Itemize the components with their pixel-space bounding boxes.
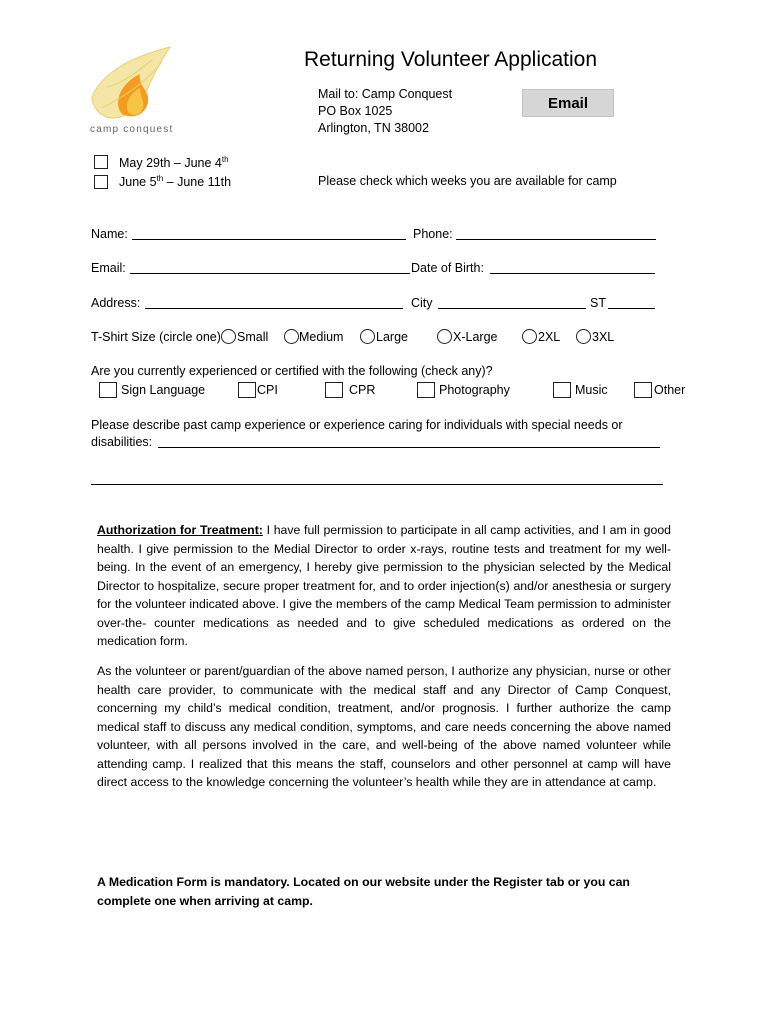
city-label: City — [411, 296, 433, 310]
week2-label: June 5th – June 11th — [119, 174, 232, 190]
size-medium-radio[interactable] — [284, 329, 299, 344]
music-checkbox[interactable] — [553, 382, 571, 398]
tshirt-label: T-Shirt Size (circle one) — [91, 330, 221, 344]
size-xlarge-radio[interactable] — [437, 329, 452, 344]
po-box-line: PO Box 1025 — [318, 104, 393, 118]
experience-question: Are you currently experienced or certified with the following (check any)? — [91, 364, 493, 378]
phone-label: Phone: — [413, 227, 453, 241]
size-2xl-radio[interactable] — [522, 329, 537, 344]
other-checkbox[interactable] — [634, 382, 652, 398]
authorization-paragraph: Authorization for Treatment: I have full permission to participate in all camp activities, and I am in good health. I give permission to the Medial Director to order x-rays, routine tests and treatment for my well-being. In the event of an emergency, I hereby give permission to the physician selected by the Medical Director to hospitalize, secure proper treatment for, and to order injection(s) and/or anesthesia or surgery for the volunteer indicated above. I give the members of the camp Medical Team permission to administer over-the- counter medications as needed and to give scheduled medications as ordered on the medication form. — [97, 523, 672, 648]
week1-checkbox[interactable] — [94, 155, 108, 169]
sign-language-checkbox[interactable] — [99, 382, 117, 398]
size-small-radio[interactable] — [221, 329, 236, 344]
city-input-line[interactable] — [438, 296, 586, 309]
phone-input-line[interactable] — [456, 227, 656, 240]
state-input-line[interactable] — [608, 296, 655, 309]
logo-name: camp conquest — [90, 124, 174, 135]
past-experience-line-1[interactable] — [158, 435, 660, 448]
guardian-paragraph: As the volunteer or parent/guardian of the above named person, I authorize any physician, nurse or other health care provider, to communicate with the medical staff and any Director of Camp Conquest, concerning my child’s medical condition, treatment, and/or prognosis. I further authorize the camp medical staff to discuss any medical condition, symptoms, and care needs concerning the above named volunteer, with all persons involved in the care, and well-being of the above named volunteer while attending camp. I realized that this means the staff, counselors and other personnel at camp will have direct access to the knowledge concerning the volunteer’s health while they are in attendance at camp. — [97, 664, 671, 789]
page-title: Returning Volunteer Application — [304, 48, 598, 71]
other-label: Other — [654, 383, 686, 397]
size-small-label: Small — [237, 330, 269, 344]
size-3xl-radio[interactable] — [576, 329, 591, 344]
dob-label: Date of Birth: — [411, 261, 484, 275]
sign-language-label: Sign Language — [121, 383, 206, 397]
size-large-label: Large — [376, 330, 408, 344]
flame-logo-icon — [82, 42, 192, 127]
size-3xl-label: 3XL — [592, 330, 615, 344]
photography-label: Photography — [439, 383, 510, 397]
past-experience-line-2[interactable] — [91, 472, 663, 485]
cpi-checkbox[interactable] — [238, 382, 256, 398]
authorization-heading: Authorization for Treatment: — [97, 523, 263, 537]
past-experience-prompt: Please describe past camp experience or experience caring for individuals with special needs or — [91, 418, 623, 432]
cpr-checkbox[interactable] — [325, 382, 343, 398]
cpi-label: CPI — [257, 383, 278, 397]
medication-notice: A Medication Form is mandatory. Located on our website under the Register tab or you can complete one when arriving at camp. — [97, 875, 630, 908]
mail-to-line: Mail to: Camp Conquest — [318, 87, 453, 101]
disabilities-label: disabilities: — [91, 435, 153, 449]
size-xlarge-label: X-Large — [453, 330, 498, 344]
dob-input-line[interactable] — [490, 261, 655, 274]
size-medium-label: Medium — [299, 330, 344, 344]
state-label: ST — [590, 296, 606, 310]
email-button[interactable]: Email — [522, 89, 614, 117]
week1-label: May 29th – June 4th — [119, 155, 229, 171]
email-label: Email: — [91, 261, 126, 275]
email-input-line[interactable] — [130, 261, 410, 274]
size-2xl-label: 2XL — [538, 330, 561, 344]
address-input-line[interactable] — [145, 296, 403, 309]
cpr-label: CPR — [349, 383, 376, 397]
address-label: Address: — [91, 296, 141, 310]
music-label: Music — [575, 383, 608, 397]
city-state-line: Arlington, TN 38002 — [318, 121, 429, 135]
name-label: Name: — [91, 227, 128, 241]
photography-checkbox[interactable] — [417, 382, 435, 398]
week2-checkbox[interactable] — [94, 175, 108, 189]
size-large-radio[interactable] — [360, 329, 375, 344]
weeks-instruction: Please check which weeks you are available for camp — [318, 174, 617, 188]
name-input-line[interactable] — [132, 227, 406, 240]
